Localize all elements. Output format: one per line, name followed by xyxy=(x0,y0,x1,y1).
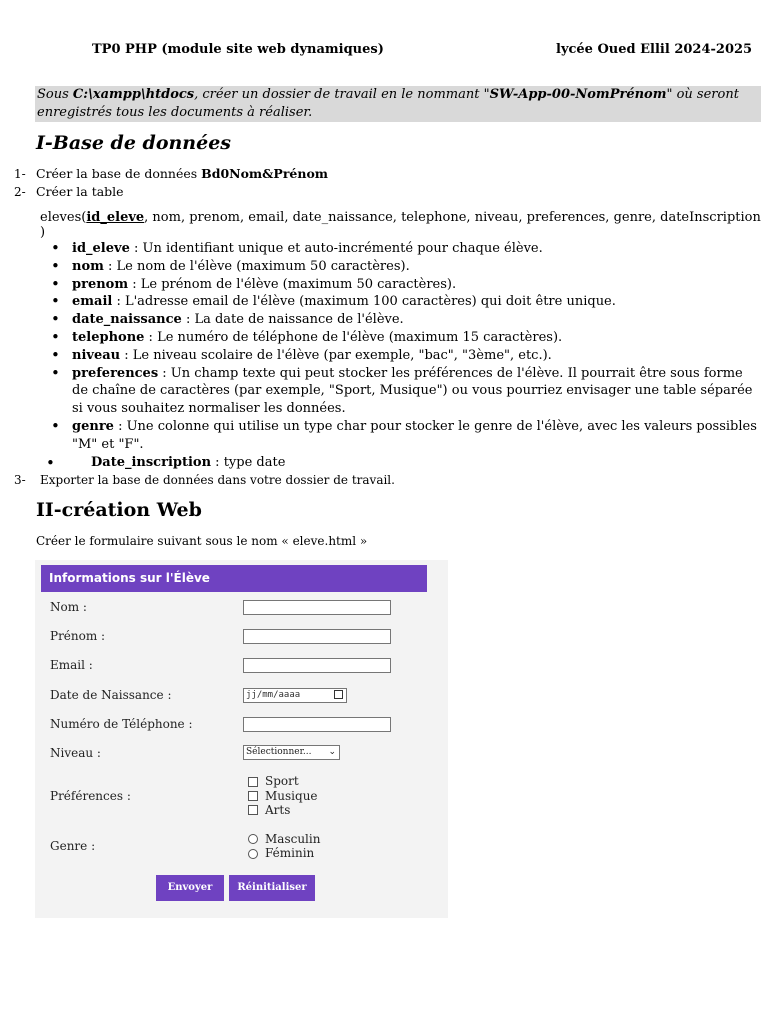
note-text-2: , créer un dossier de travail en le nommant " xyxy=(194,87,490,102)
fields-rest: , nom, prenom, email, date_naissance, telephone, niveau, preferences, genre, dateInscription ) xyxy=(40,210,761,240)
date-placeholder: jj/mm/aaaa xyxy=(246,690,301,700)
doc-header-school: lycée Oued Ellil 2024-2025 xyxy=(556,42,753,57)
list-item xyxy=(46,347,761,365)
list-item xyxy=(46,329,761,347)
database-name: Bd0Nom&Prénom xyxy=(201,166,329,181)
field-desc: : Un champ texte qui peut stocker les préférences de l'élève. Il pourrait être sous forme de chaîne de caractères (par exemple, "Sport, Musique") ou vous pourriez envisager une table séparée si vous souhaitez normaliser les données. xyxy=(72,365,753,417)
section-intro: Créer le formulaire suivant sous le nom « eleve.html » xyxy=(36,534,368,548)
prenom-label: Prénom : xyxy=(50,629,106,643)
section-title-database: I-Base de données xyxy=(36,132,231,154)
field-term: telephone xyxy=(72,329,145,345)
field-term: email xyxy=(72,294,113,310)
fields-primary-key: id_eleve xyxy=(86,210,145,225)
note-text-4: enregistrés tous les documents à réaliser. xyxy=(37,105,313,120)
calendar-icon[interactable] xyxy=(334,690,343,699)
radio-feminin[interactable] xyxy=(248,849,258,859)
niveau-select[interactable] xyxy=(243,745,340,760)
chevron-down-icon: ⌄ xyxy=(328,747,336,757)
niveau-selected: Sélectionner... xyxy=(246,747,312,757)
field-desc: : Le nom de l'élève (maximum 50 caractères). xyxy=(103,258,410,274)
list-item xyxy=(46,258,761,276)
item-number-1: 1- xyxy=(14,167,26,181)
radio-masculin[interactable] xyxy=(248,834,258,844)
reset-button[interactable]: Réinitialiser xyxy=(229,875,315,901)
field-term: niveau xyxy=(72,347,121,363)
note-text-1: Sous xyxy=(37,87,73,102)
form-title: Informations sur l'Élève xyxy=(41,565,427,592)
option-musique: Musique xyxy=(265,789,318,803)
list-item xyxy=(46,418,761,454)
field-desc: : L'adresse email de l'élève (maximum 100 caractères) qui doit être unique. xyxy=(112,294,616,310)
field-term: nom xyxy=(72,258,104,274)
genre-label: Genre : xyxy=(50,839,96,853)
field-desc: : La date de naissance de l'élève. xyxy=(181,312,404,328)
item-text-3: Exporter la base de données dans votre dossier de travail. xyxy=(40,473,395,487)
fields-prefix: eleves( xyxy=(40,210,87,225)
tel-input[interactable] xyxy=(243,717,391,732)
item-text-2: Créer la table xyxy=(36,184,124,199)
field-term: date_naissance xyxy=(72,312,182,328)
field-desc: : Le numéro de téléphone de l'élève (maximum 15 caractères). xyxy=(144,329,563,345)
field-desc: : Le prénom de l'élève (maximum 50 caractères). xyxy=(128,276,457,292)
field-desc: : Un identifiant unique et auto-incrémenté pour chaque élève. xyxy=(129,241,543,256)
nom-label: Nom : xyxy=(50,600,87,614)
option-sport: Sport xyxy=(265,774,299,788)
checkbox-arts[interactable] xyxy=(248,805,258,815)
list-item xyxy=(46,365,761,418)
item-text-1 xyxy=(36,166,328,181)
item-number-2: 2- xyxy=(14,185,26,199)
list-item xyxy=(46,311,761,329)
email-input[interactable] xyxy=(243,658,391,673)
email-label: Email : xyxy=(50,658,93,672)
table-fields xyxy=(40,210,768,240)
instruction-note xyxy=(35,86,761,122)
item-number-3: 3- xyxy=(14,473,26,487)
note-folder: SW-App-00-NomPrénom xyxy=(489,87,667,102)
submit-button[interactable]: Envoyer xyxy=(156,875,224,901)
preferences-label: Préférences : xyxy=(50,789,131,803)
prenom-input[interactable] xyxy=(243,629,391,644)
field-term: preferences xyxy=(72,365,159,381)
option-feminin: Féminin xyxy=(265,846,315,860)
doc-header-title: TP0 PHP (module site web dynamiques) xyxy=(92,42,384,57)
tel-label: Numéro de Téléphone : xyxy=(50,717,193,731)
niveau-label: Niveau : xyxy=(50,746,101,760)
field-desc xyxy=(91,455,285,470)
section-title-web: II-création Web xyxy=(36,499,202,521)
field-desc: : Une colonne qui utilise un type char pour stocker le genre de l'élève, avec les valeurs possibles "M" et "F". xyxy=(72,418,757,452)
field-term: prenom xyxy=(72,276,129,292)
field-term: genre xyxy=(72,418,114,434)
note-text-3: " où seront xyxy=(666,87,739,102)
option-arts: Arts xyxy=(265,803,291,817)
date-input[interactable] xyxy=(243,688,347,703)
field-term: id_eleve xyxy=(72,241,130,256)
field-desc: : Le niveau scolaire de l'élève (par exemple, "bac", "3ème", etc.). xyxy=(120,347,552,363)
item-1-label: Créer la base de données xyxy=(36,166,202,181)
field-term: Date_inscription xyxy=(91,455,212,470)
bullet-dot: • xyxy=(46,454,55,472)
checkbox-sport[interactable] xyxy=(248,777,258,787)
option-masculin: Masculin xyxy=(265,832,321,846)
list-item xyxy=(46,276,761,294)
list-item xyxy=(46,240,761,258)
list-item xyxy=(46,293,761,311)
checkbox-musique[interactable] xyxy=(248,791,258,801)
date-label: Date de Naissance : xyxy=(50,688,172,702)
nom-input[interactable] xyxy=(243,600,391,615)
field-desc-text: : type date xyxy=(211,455,286,470)
note-path: C:\xampp\htdocs xyxy=(72,87,195,102)
field-description-list xyxy=(46,240,761,454)
